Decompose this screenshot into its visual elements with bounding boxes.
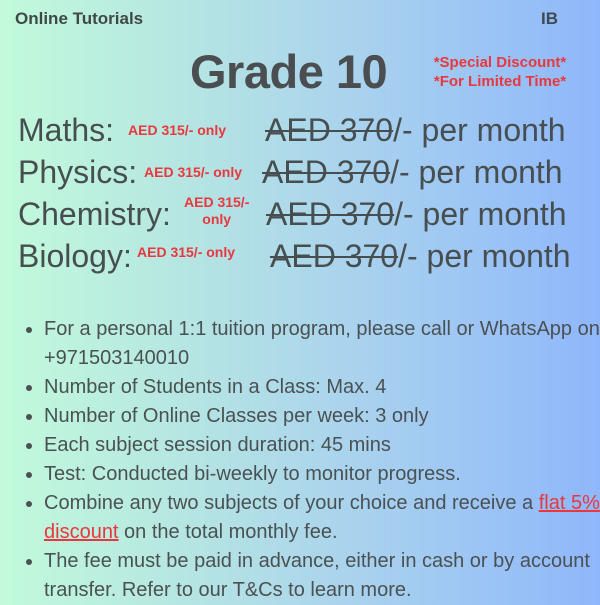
regular-price — [270, 238, 571, 275]
price-suffix: /- per month — [398, 238, 571, 274]
page-title: Grade 10 — [190, 45, 388, 98]
discount-price: AED 315/- only — [128, 122, 227, 138]
discount-link[interactable]: flat 5% discount — [44, 492, 600, 543]
promo-line-1: *Special Discount* — [433, 54, 567, 71]
combo-text-pre: Combine any two subjects of your choice and receive a — [44, 492, 539, 514]
regular-price — [265, 112, 566, 149]
price-suffix: /- per month — [393, 112, 566, 148]
info-contact: • For a personal 1:1 tuition program, please call or WhatsApp on +971503140010 — [44, 315, 600, 373]
info-classes-per-week: • Number of Online Classes per week: 3 only — [44, 402, 600, 431]
discount-price: AED 315/- only — [137, 244, 236, 260]
regular-price — [266, 196, 567, 233]
old-price: AED 370 — [265, 112, 394, 148]
brand-label: Online Tutorials — [15, 9, 144, 28]
old-price: AED 370 — [270, 238, 399, 274]
promo-badge — [425, 53, 575, 91]
price-suffix: /- per month — [394, 196, 567, 232]
info-combo-discount — [44, 489, 600, 547]
combo-text-post: on the total monthly fee. — [118, 521, 338, 543]
subject-name: Physics: — [18, 154, 138, 190]
price-suffix: /- per month — [390, 154, 563, 190]
info-payment: • The fee must be paid in advance, either in cash or by account transfer. Refer to our T&Cs to learn more. — [44, 547, 600, 605]
discount-price-line-1: AED 315/- — [184, 194, 250, 210]
old-price: AED 370 — [262, 154, 391, 190]
discount-price — [184, 194, 249, 228]
info-session-duration: • Each subject session duration: 45 mins — [44, 431, 600, 460]
old-price: AED 370 — [266, 196, 395, 232]
info-class-size: • Number of Students in a Class: Max. 4 — [44, 373, 600, 402]
info-tests: • Test: Conducted bi-weekly to monitor progress. — [44, 460, 600, 489]
subject-name: Biology: — [18, 238, 132, 274]
subject-name: Chemistry: — [18, 196, 171, 232]
subject-name: Maths: — [18, 112, 115, 148]
discount-price-line-2: only — [202, 211, 232, 227]
promo-line-2: *For Limited Time* — [433, 73, 567, 90]
info-list — [18, 315, 600, 605]
curriculum-label: IB — [541, 9, 558, 28]
regular-price — [262, 154, 563, 191]
discount-price: AED 315/- only — [144, 164, 243, 180]
